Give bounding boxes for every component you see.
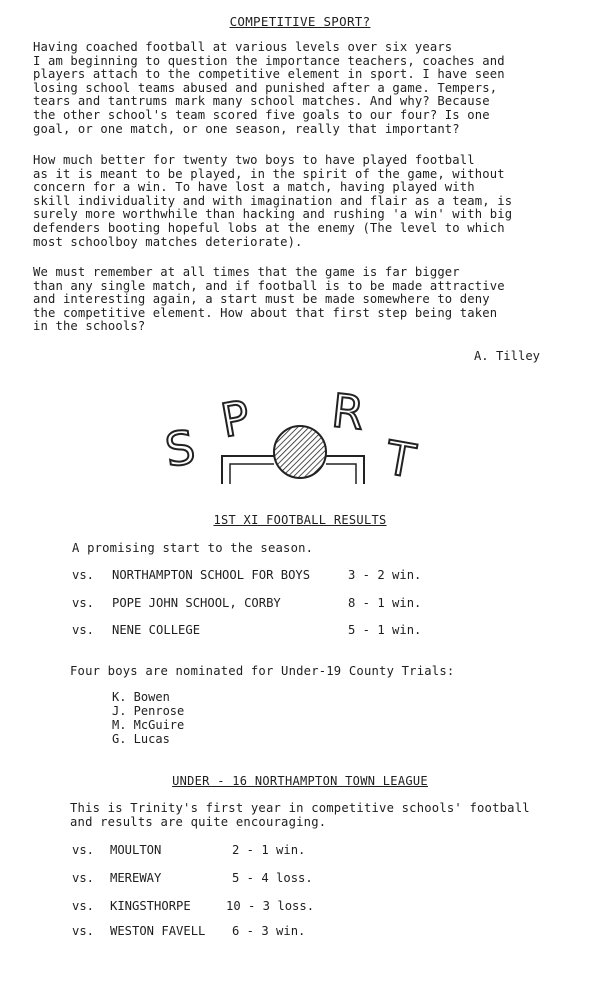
opponent-name: MEREWAY — [110, 871, 162, 885]
match-score: 5 - 4 loss. — [232, 871, 313, 885]
player-name: G. Lucas — [112, 732, 170, 746]
logo-letter-t: T — [381, 430, 419, 489]
match-score: 5 - 1 win. — [348, 623, 422, 637]
logo-goal-left-inner — [230, 464, 274, 484]
match-score: 8 - 1 win. — [348, 596, 422, 610]
vs-label: vs. — [72, 596, 95, 610]
vs-label: vs. — [72, 568, 95, 582]
article-paragraph-2: How much better for twenty two boys to have played football as it is meant to be played, in the spirit of the game, without concern for a win. To have lost a match, having played with skill individuality and with imagination and flair as a team, is surely more worthwhile than hacking and rushing 'a win' with big defenders booting hopeful lobs at the enemy (The level to which most schoolboy matches deteriorate). — [33, 153, 513, 249]
logo-letter-s: S — [161, 419, 199, 478]
first-xi-intro: A promising start to the season. — [72, 541, 314, 555]
vs-label: vs. — [72, 843, 95, 857]
vs-label: vs. — [72, 871, 95, 885]
player-name: K. Bowen — [112, 690, 170, 704]
nominated-players-list — [112, 690, 184, 746]
under16-result-row — [72, 924, 306, 994]
opponent-name: POPE JOHN SCHOOL, CORBY — [112, 596, 281, 610]
player-name: M. McGuire — [112, 718, 185, 732]
article-signature: A. Tilley — [473, 349, 540, 363]
logo-letter-p: P — [216, 389, 254, 448]
match-score: 2 - 1 win. — [232, 843, 306, 857]
logo-goal-right-inner — [326, 464, 356, 484]
article-paragraph-3: We must remember at all times that the game is far bigger than any single match, and if football is to be made attractive and interesting again, a start must be made somewhere to deny the competitive element. How about that first step being taken in the schools? — [33, 265, 505, 334]
under16-intro: This is Trinity's first year in competitive schools' football and results are quite encouraging. — [70, 801, 530, 829]
match-score: 6 - 3 win. — [232, 924, 306, 938]
match-score: 10 - 3 loss. — [226, 899, 315, 913]
opponent-name: MOULTON — [110, 843, 162, 857]
under16-heading: UNDER - 16 NORTHAMPTON TOWN LEAGUE — [172, 774, 428, 788]
opponent-name: NENE COLLEGE — [112, 623, 201, 637]
nominations-text: Four boys are nominated for Under-19 County Trials: — [70, 664, 455, 678]
opponent-name: KINGSTHORPE — [110, 899, 191, 913]
article-title: COMPETITIVE SPORT? — [229, 14, 371, 29]
opponent-name: NORTHAMPTON SCHOOL FOR BOYS — [112, 568, 311, 582]
logo-goal-right — [326, 456, 364, 484]
vs-label: vs. — [72, 924, 95, 938]
vs-label: vs. — [72, 899, 95, 913]
first-xi-heading: 1ST XI FOOTBALL RESULTS — [213, 513, 387, 527]
player-name: J. Penrose — [112, 704, 185, 718]
article-paragraph-1: Having coached football at various levels over six years I am beginning to question the importance teachers, coaches and players attach to the competitive element in sport. I have seen losing school teams abused and punished after a game. Tempers, tears and tantrums mark many school matches. And why? Because the other school's team scored five goals to our four? Is one goal, or one match, or one season, really that important? — [33, 40, 505, 136]
opponent-name: WESTON FAVELL — [110, 924, 206, 938]
sport-logo — [160, 372, 440, 492]
logo-letter-r: R — [329, 383, 367, 441]
vs-label: vs. — [72, 623, 95, 637]
match-score: 3 - 2 win. — [348, 568, 422, 582]
